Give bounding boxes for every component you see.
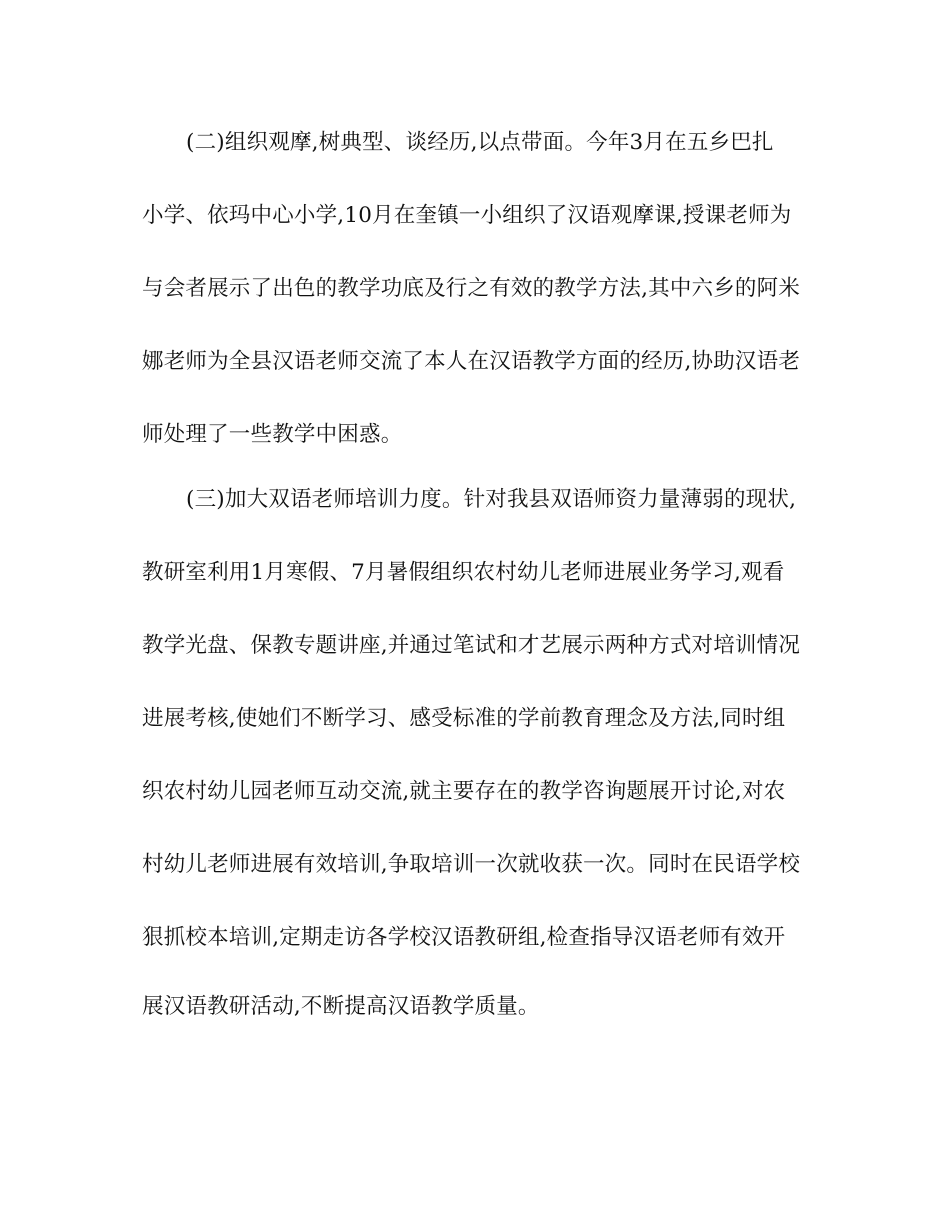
- paragraph-line: 娜老师为全县汉语老师交流了本人在汉语教学方面的经历,协助汉语老: [142, 349, 801, 374]
- paragraph-line: 展汉语教研活动,不断提高汉语教学质量。: [142, 994, 540, 1019]
- paragraph-line: 小学、依玛中心小学,10月在奎镇一小组织了汉语观摩课,授课老师为: [142, 203, 792, 228]
- paragraph-line: 与会者展示了出色的教学功底及行之有效的教学方法,其中六乡的阿米: [142, 276, 801, 301]
- paragraph-line: 教学光盘、保教专题讲座,并通过笔试和才艺展示两种方式对培训情况: [142, 633, 801, 658]
- paragraph-line: 师处理了一些教学中困惑。: [142, 422, 403, 447]
- paragraph-line: 织农村幼儿园老师互动交流,就主要存在的教学咨询题展开讨论,对农: [142, 779, 786, 804]
- paragraph-line: 村幼儿老师进展有效培训,争取培训一次就收获一次。同时在民语学校: [142, 852, 801, 877]
- paragraph-line: (三)加大双语老师培训力度。针对我县双语师资力量薄弱的现状,: [186, 487, 797, 512]
- paragraph-line: 进展考核,使她们不断学习、感受标准的学前教育理念及方法,同时组: [142, 706, 786, 731]
- paragraph-line: 狠抓校本培训,定期走访各学校汉语教研组,检查指导汉语老师有效开: [142, 925, 786, 950]
- paragraph-line: (二)组织观摩,树典型、谈经历,以点带面。今年3月在五乡巴扎: [186, 130, 774, 155]
- paragraph-line: 教研室利用1月寒假、7月暑假组织农村幼儿老师进展业务学习,观看: [142, 560, 785, 585]
